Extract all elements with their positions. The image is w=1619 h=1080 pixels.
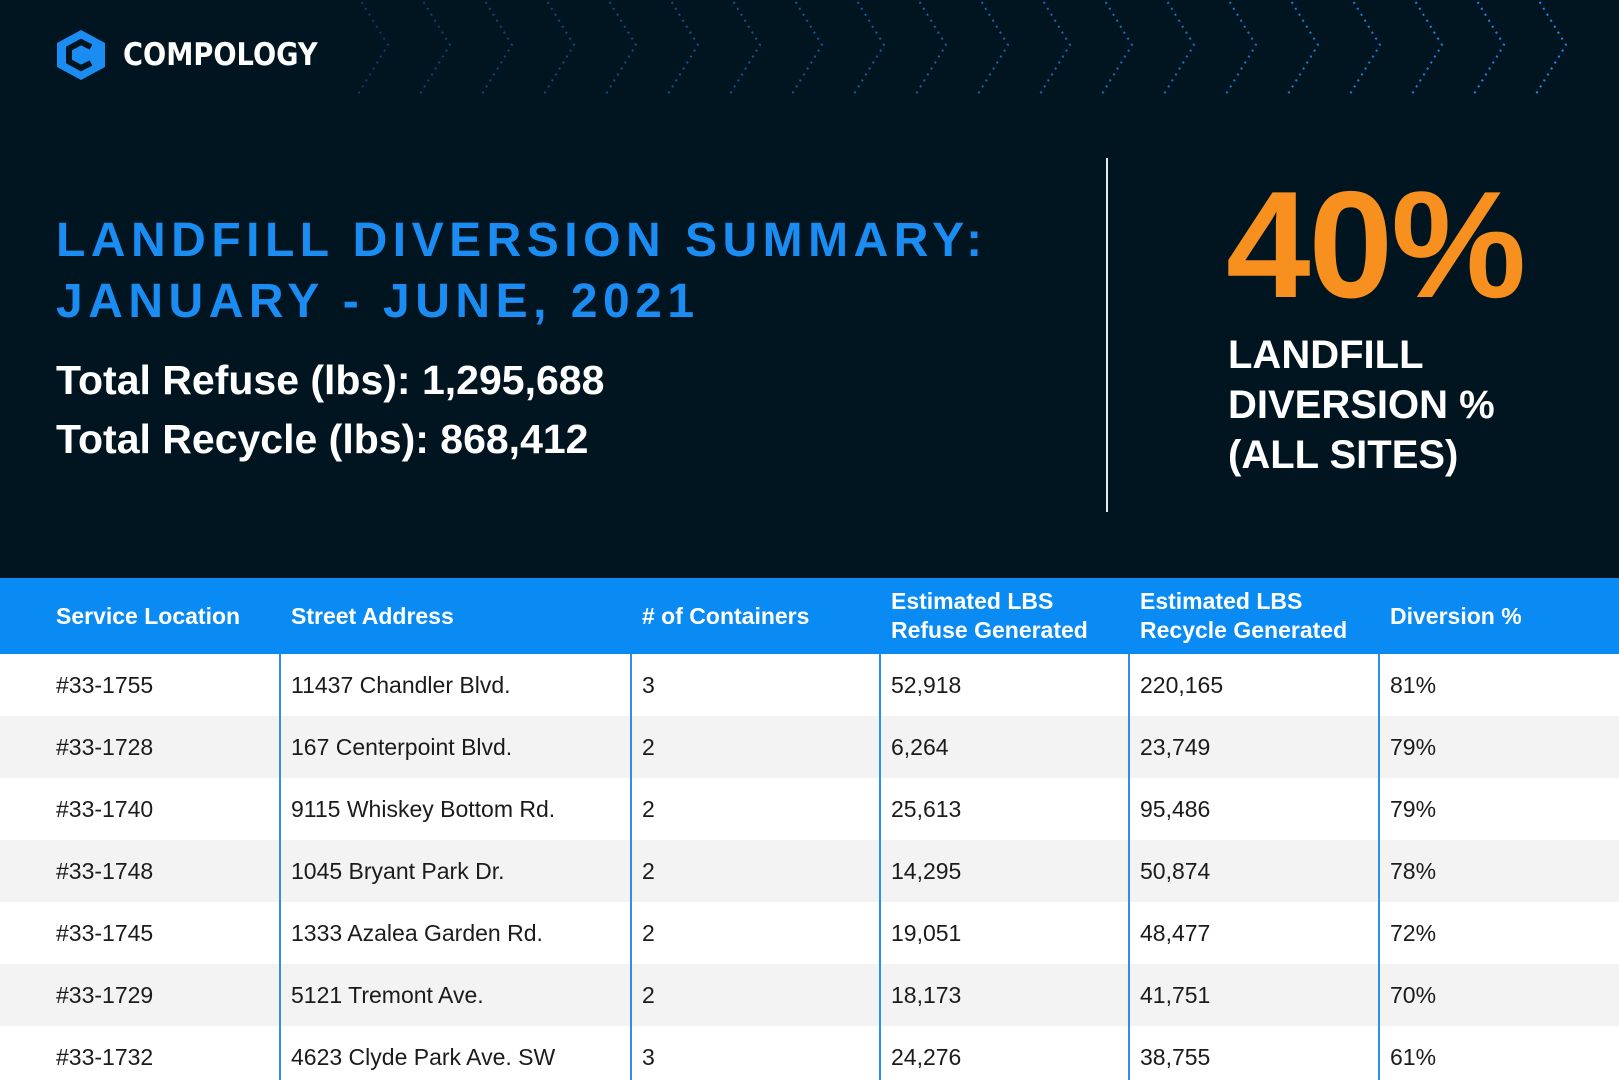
table-cell: 2 [642,981,655,1008]
table-body [0,654,1619,1080]
table-row [0,716,1619,778]
table-header [0,578,1619,654]
column-header-label: # of Containers [642,602,810,629]
total-refuse: Total Refuse (lbs): 1,295,688 [56,357,605,403]
table-cell: 3 [642,671,655,698]
table-cell: 167 Centerpoint Blvd. [291,733,513,760]
table-row [0,964,1619,1026]
table-cell: 61% [1390,1043,1437,1070]
table-cell: #33-1732 [56,1043,154,1070]
table-cell: 2 [642,857,655,884]
column-divider [879,654,881,1080]
table-cell: #33-1755 [56,671,154,698]
column-divider [1128,654,1130,1080]
diversion-caption [1228,330,1588,480]
table-cell: #33-1729 [56,981,154,1008]
table-cell: 48,477 [1140,919,1211,946]
column-header [56,578,240,654]
table-cell: 4623 Clyde Park Ave. SW [291,1043,556,1070]
table-cell: 2 [642,919,655,946]
column-divider [630,654,632,1080]
table-cell: 41,751 [1140,981,1211,1008]
column-header [291,578,454,654]
brand-logo [55,28,344,82]
table-cell: 38,755 [1140,1043,1211,1070]
hero-divider [1106,158,1108,512]
table-cell: #33-1728 [56,733,154,760]
table-row [0,902,1619,964]
table-cell: 11437 Chandler Blvd. [291,671,511,698]
table-cell: 79% [1390,733,1437,760]
table-cell: #33-1748 [56,857,154,884]
table-cell: 1045 Bryant Park Dr. [291,857,505,884]
column-header-label: Recycle Generated [1140,617,1348,643]
table-cell: 14,295 [891,857,962,884]
table-cell: #33-1740 [56,795,154,822]
summary-title-line1: LANDFILL DIVERSION SUMMARY: [56,214,988,267]
table-cell: 220,165 [1140,671,1224,698]
table-cell: 2 [642,733,655,760]
column-header [1390,578,1522,654]
table-cell: 19,051 [891,919,962,946]
table-cell: 50,874 [1140,857,1211,884]
table-cell: 5121 Tremont Ave. [291,981,484,1008]
column-header-label: Estimated LBS [891,588,1054,614]
caption-line1: LANDFILL [1228,333,1424,377]
chevron-pattern [350,0,1619,98]
table-cell: 72% [1390,919,1437,946]
table-cell: 23,749 [1140,733,1211,760]
column-header [642,578,809,654]
sites-table [0,578,1619,1080]
column-divider [279,654,281,1080]
column-header-label: Diversion % [1390,602,1522,629]
table-row [0,654,1619,716]
table-cell: 6,264 [891,733,949,760]
column-divider [1378,654,1380,1080]
table-cell: 2 [642,795,655,822]
table-row [0,840,1619,902]
table-cell: 52,918 [891,671,962,698]
column-header-label: Estimated LBS [1140,588,1303,614]
brand-name: COMPOLOGY [123,37,318,73]
column-header [891,578,1088,654]
column-header [1140,578,1347,654]
column-header-label: Street Address [291,602,454,629]
summary-title-line2: JANUARY - JUNE, 2021 [56,275,700,328]
table-cell: 25,613 [891,795,962,822]
column-header-label: Service Location [56,602,241,629]
caption-line3: (ALL SITES) [1228,433,1459,477]
compology-logo-icon [55,28,107,82]
diversion-percentage: 40% [1226,160,1525,330]
table-cell: #33-1745 [56,919,154,946]
table-cell: 95,486 [1140,795,1211,822]
column-header-label: Refuse Generated [891,617,1088,643]
table-cell: 1333 Azalea Garden Rd. [291,919,543,946]
table-cell: 18,173 [891,981,962,1008]
table-row [0,1026,1619,1080]
table-cell: 70% [1390,981,1437,1008]
table-cell: 81% [1390,671,1437,698]
caption-line2: DIVERSION % [1228,383,1495,427]
table-cell: 78% [1390,857,1437,884]
table-row [0,778,1619,840]
total-recycle: Total Recycle (lbs): 868,412 [56,416,589,462]
table-cell: 79% [1390,795,1437,822]
summary-title [56,210,988,332]
table-cell: 24,276 [891,1043,962,1070]
table-cell: 9115 Whiskey Bottom Rd. [291,795,556,822]
table-cell: 3 [642,1043,655,1070]
